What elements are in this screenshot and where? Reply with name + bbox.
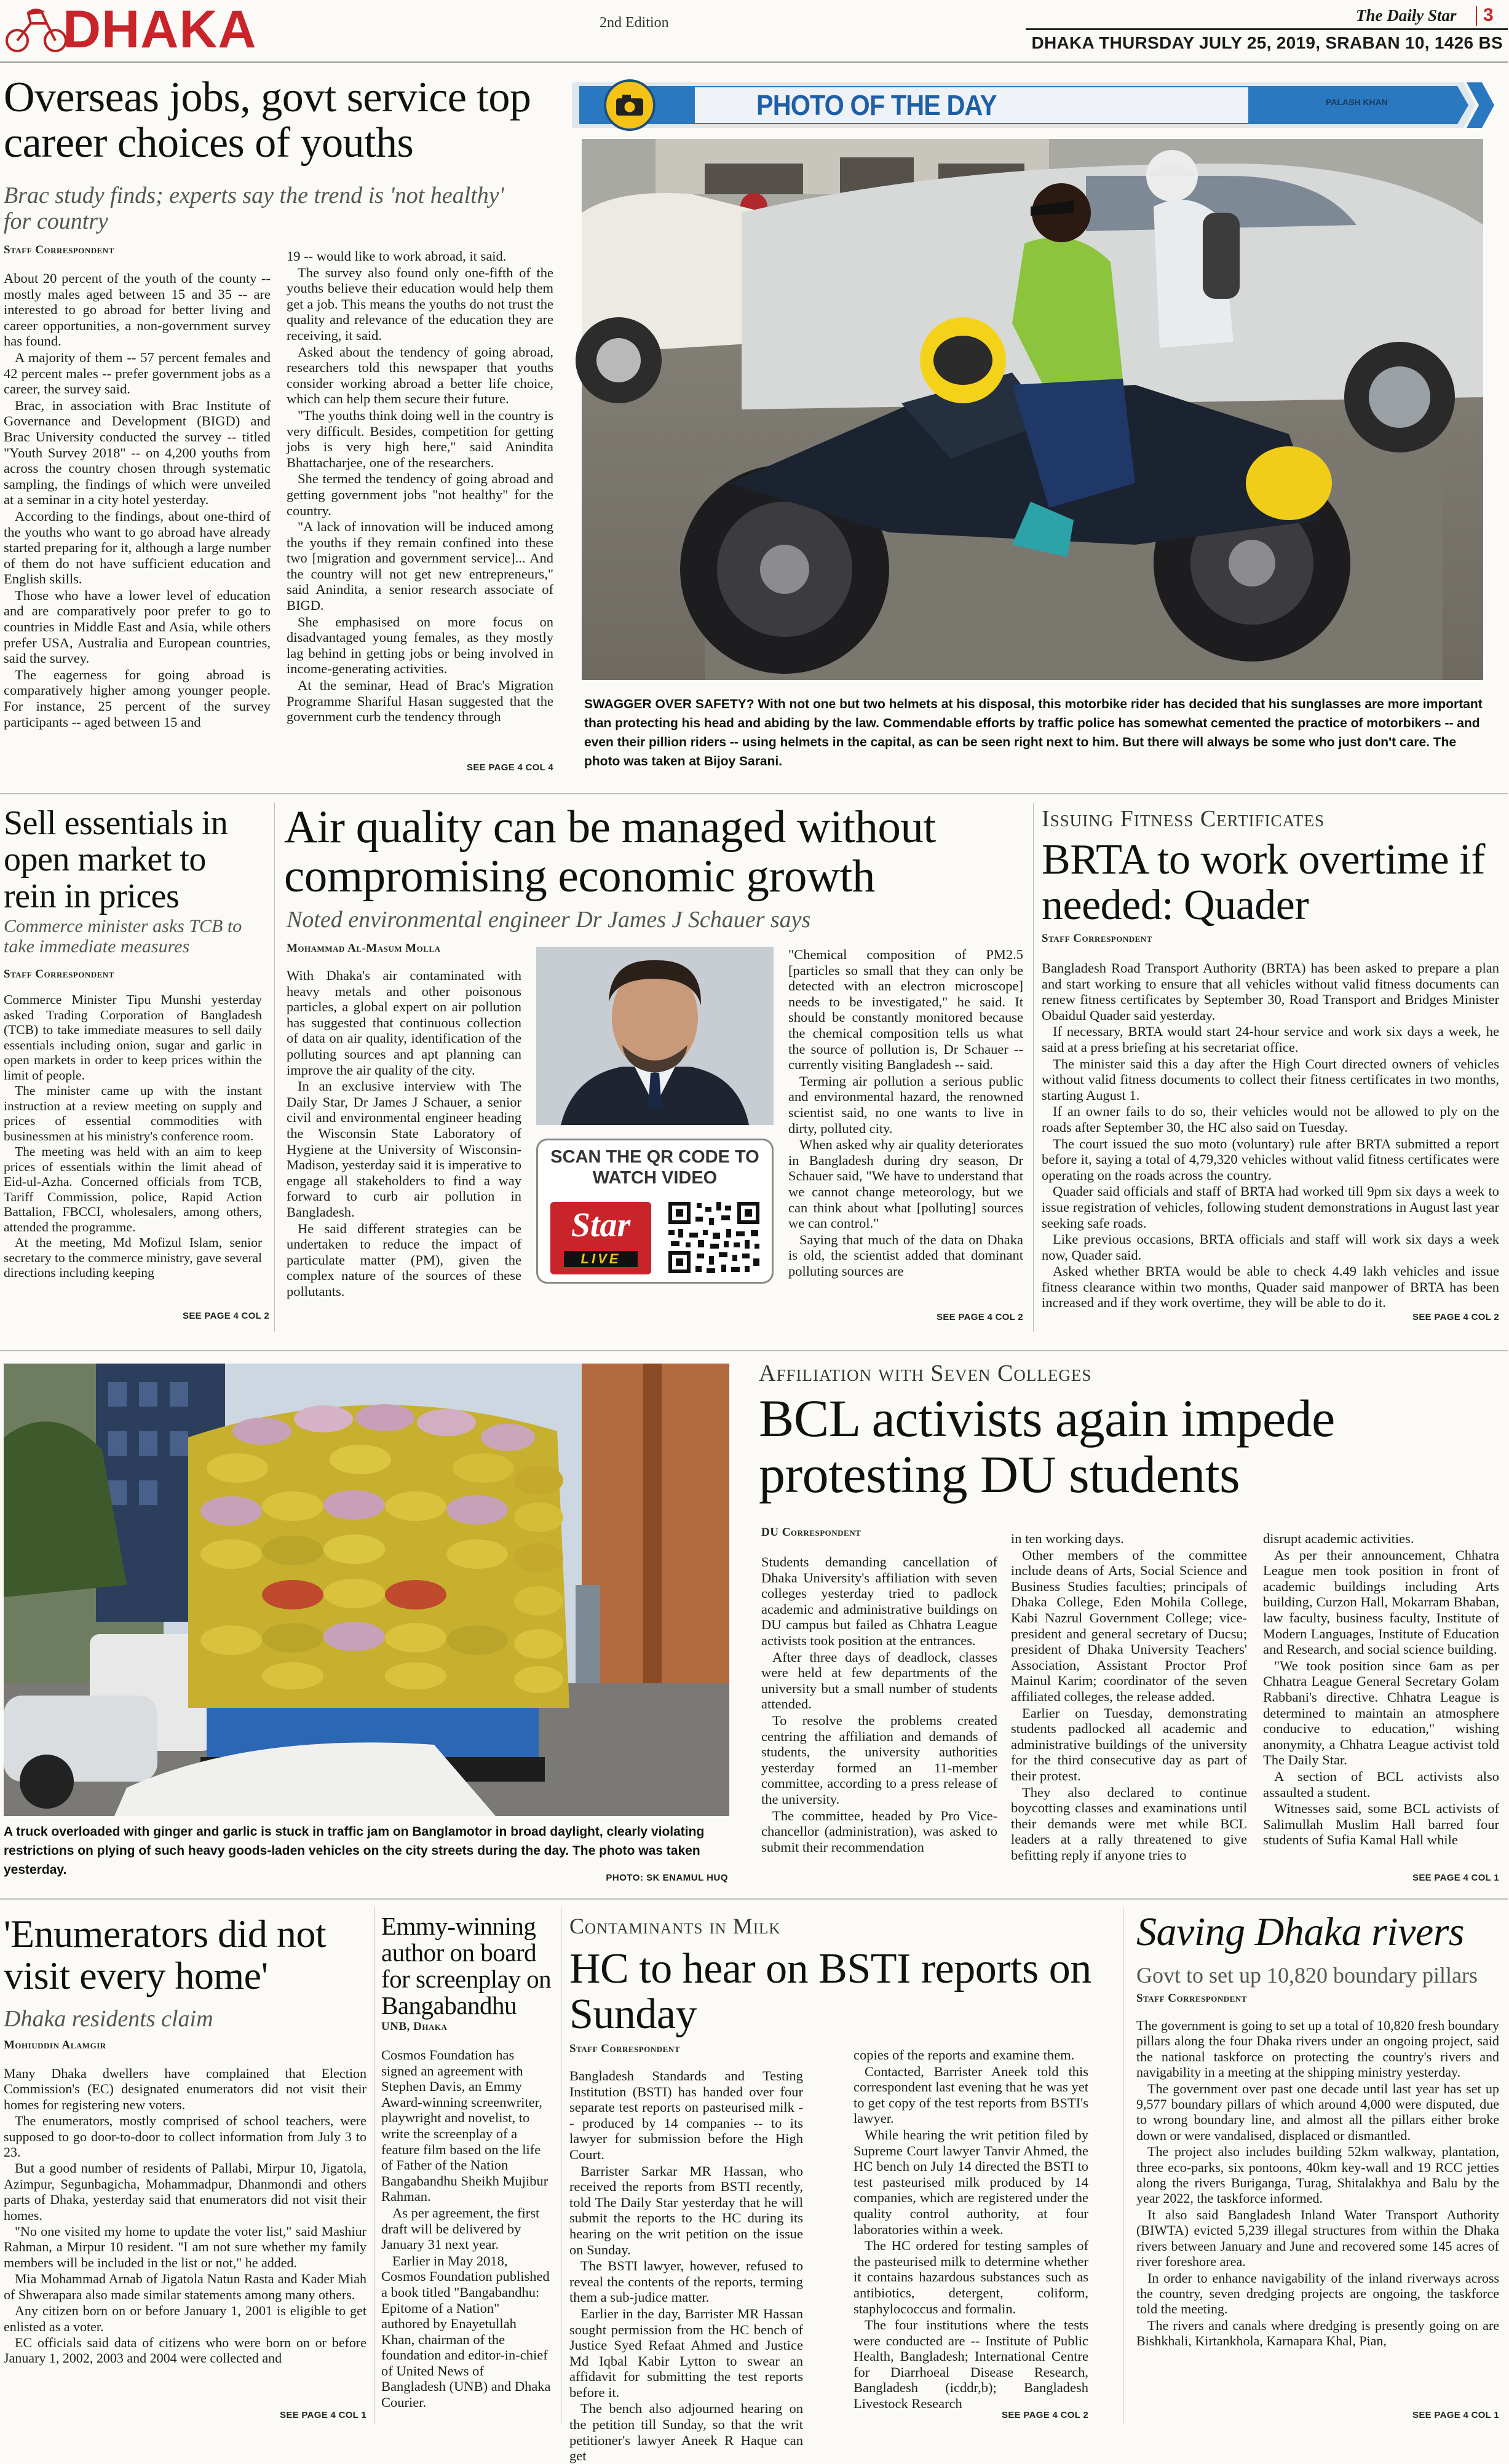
bcl-col3: disrupt academic activities. As per their announcement, Chhatra League men took position in front of academic buildings including Arts building, Curzon Hall, Mokarram Bhaban, law faculty, business faculty, Institute of Modern Languages, Institute of Education and Research, and social science building. "We took position since 6am as per Chhatra League General Secretary Golam Rabbani's directive. Chhatra League is determined to maintain an atmosphere conducive to education," wishing anonymity, a Chhatra League activist told The Daily Star. A section of BCL activists also assaulted a student. Witnesses said, some BCL activists of Salimullah Muslim Hall barred four students of Sufia Kamal Hall while: [1263, 1531, 1499, 1848]
bsti-col2: copies of the reports and examine them. Contacted, Barrister Aneek told this correspondent last evening that he was yet to get copy of the test reports from BSTI's lawyer. While hearing the writ petition filed by Supreme Court lawyer Tanvir Ahmed, the HC bench on July 14 directed the BSTI to test pasteurised milk produced by 14 companies, which are registered under the quality control authority, at four laboratories within a week. The HC ordered for testing samples of the pasteurised milk to determine whether it contains hazardous substances such as antibiotics, detergent, coliform, staphylococcus and formalin. The four institutions where the tests were conducted are -- Institute of Public Health, Bangladesh; International Centre for Diarrhoeal Disease Research, Bangladesh (icddr,b); Bangladesh Livestock Research: [854, 2047, 1088, 2412]
rivers-headline: Saving Dhaka rivers: [1136, 1909, 1465, 1954]
bcl-kicker: Affiliation with Seven Colleges: [759, 1360, 1092, 1386]
air-col2: "Chemical composition of PM2.5 [particles so small that they can only be detected with an electron microscope] needs to be investigated," he said. It should be constantly monitored because the chemical composition tells us what the source of pollution is, Dr Schauer -- currently visiting Bangladesh -- said. Terming air pollution a serious public and environmental hazard, the renowned scientist said, no one wants to live in dirty, polluted city. When asked why air quality deteriorates in Bangladesh during dry season, Dr Schauer said, "We have to understand that we cannot change meteorology, but we can think about what [polluting] sources we can control." Saying that much of the data on Dhaka is old, the scientist added that dominant polluting sources are: [788, 947, 1023, 1279]
emmy-body: Cosmos Foundation has signed an agreement with Stephen Davis, an Emmy Award-winning screenwriter, playwright and novelist, to write the screenplay of a feature film based on the life of Father of the Nation Bangabandhu Sheikh Mujibur Rahman. As per agreement, the first draft will be delivered by January 31 next year. Earlier in May 2018, Cosmos Foundation published a book titled "Bangabandhu: Epitome of a Nation" authored by Enayetullah Khan, chairman of the foundation and editor-in-chief of United News of Bangladesh (UNB) and Dhaka Courier.: [381, 2047, 551, 2411]
star-live-logo: [550, 1202, 651, 1274]
brta-byline: Staff Correspondent: [1042, 932, 1152, 945]
qr-promo-text: SCAN THE QR CODE TO WATCH VIDEO: [550, 1147, 759, 1188]
air-subhead: Noted environmental engineer Dr James J Schauer says: [287, 907, 811, 933]
essentials-headline: Sell essentials in open market to rein in prices: [4, 804, 228, 915]
bsti-byline: Staff Correspondent: [569, 2042, 680, 2055]
essentials-jump[interactable]: SEE PAGE 4 COL 2: [183, 1311, 269, 1321]
youths-subhead: Brac study finds; experts say the trend is 'not healthy' for country: [4, 183, 504, 234]
dateline: DHAKA THURSDAY JULY 25, 2019, SRABAN 10, 1426 BS: [1031, 33, 1503, 52]
truck-credit: PHOTO: SK ENAMUL HUQ: [606, 1873, 728, 1883]
bsti-jump[interactable]: SEE PAGE 4 COL 2: [1002, 2410, 1088, 2420]
page-number: 3: [1483, 5, 1494, 25]
bsti-headline: HC to hear on BSTI reports on Sunday: [569, 1945, 1091, 2039]
emmy-headline: Emmy-winning author on board for screenplay on Bangabandhu: [381, 1912, 552, 2020]
section-title: DHAKA: [63, 0, 257, 59]
qr-code-icon[interactable]: [665, 1199, 763, 1276]
live-logo-text: LIVE: [564, 1251, 638, 1267]
brta-headline: BRTA to work overtime if needed: Quader: [1042, 836, 1485, 930]
essentials-byline: Staff Correspondent: [4, 968, 114, 981]
edition-label: 2nd Edition: [600, 15, 669, 31]
bcl-jump[interactable]: SEE PAGE 4 COL 1: [1412, 1873, 1499, 1883]
bsti-col1: Bangladesh Standards and Testing Institution (BSTI) has handed over four separate test reports on pasteurised milk -- produced by 14 companies -- to its lawyer for submission before the High Court. Barrister Sarkar MR Hassan, who received the reports from BSTI recently, told The Daily Star yesterday that he will submit the reports to the HC during its hearing on the writ petition on the issue on Sunday. The BSTI lawyer, however, refused to reveal the contents of the reports, terming them a sub-judice matter. Earlier in the day, Barrister MR Hassan sought permission from the HC bench of Justice Syed Refaat Ahmed and Justice Md Iqbal Kabir Lytton to swear an affidavit for submitting the test reports before it. The bench also adjourned hearing on the petition till Sunday, so that the writ petitioner's lawyer Aneek R Haque can get: [569, 2068, 803, 2464]
masthead: [0, 0, 1508, 59]
photo-day-label: PHOTO OF THE DAY: [756, 89, 997, 121]
essentials-body: Commerce Minister Tipu Munshi yesterday asked Trading Corporation of Bangladesh (TCB) to take immediate measures to sell daily essentials including onion, sugar and garlic in open markets in order to keep prices within the limit of people. The minister came up with the instant instruction at a review meeting on supply and prices of essential commodities with businessmen at his ministry's conference room. The meeting was held with an aim to keep prices of essentials within the limit ahead of Eid-ul-Azha. Concerned officials from TCB, Tariff Commission, police, Rapid Action Battalion, FBCCI, wholesalers, among others, attended the programme. At the meeting, Md Mofizul Islam, senior secretary to the commerce ministry, gave several directions including keeping: [4, 992, 262, 1280]
bsti-kicker: Contaminants in Milk: [569, 1914, 781, 1938]
brta-kicker: Issuing Fitness Certificates: [1042, 806, 1325, 832]
emmy-byline: UNB, Dhaka: [381, 2020, 448, 2033]
enum-jump[interactable]: SEE PAGE 4 COL 1: [280, 2410, 366, 2420]
air-headline: Air quality can be managed without compromising economic growth: [284, 802, 936, 902]
enum-subhead: Dhaka residents claim: [4, 2006, 213, 2032]
star-logo-text: Star: [571, 1206, 631, 1244]
youths-col2: 19 -- would like to work abroad, it said. The survey also found only one-fifth of the youths believe their education would help them get a job. This means the youths do not trust the quality and relevance of the education they are receiving, it said. Asked about the tendency of going abroad, researchers told this newspaper that youths consider working abroad a better life choice, which can help them secure their future. "The youths think doing well in the country is very difficult. Besides, competition for getting jobs is very high here," said Anindita Bhattacharjee, one of the researchers. She termed the tendency of going abroad and getting government jobs "not healthy" for the country. "A lack of innovation will be induced among the youths if they remain confined into these two [migration and government service]... And the country will not get new entrepreneurs," said Anindita, a senior research associate of BIGD. She emphasised on more focus on disadvantaged young females, as they mostly lag behind in getting jobs or being involved in income-generating activities. At the seminar, Head of Brac's Migration Programme Shariful Hasan suggested that the government curb the tendency through: [287, 248, 553, 725]
qr-promo[interactable]: [536, 1139, 774, 1284]
bcl-col1: Students demanding cancellation of Dhaka University's affiliation with seven colleges yesterday tried to padlock academic and administrative buildings on DU campus but failed as Chhatra League activists took position at the entrances. After three days of deadlock, classes were held at few departments of the university but a small number of students attended. To resolve the problems created centring the affiliation and demands of students, the university authorities yesterday formed an 11-member committee, according to a press release of the university. The committee, headed by Pro Vice-chancellor (administration), was asked to submit their recommendation: [761, 1554, 997, 1855]
youths-byline: Staff Correspondent: [4, 243, 114, 256]
brta-body: Bangladesh Road Transport Authority (BRTA) has been asked to prepare a plan and start working to ensure that all vehicles without valid fitness documents can renew fitness certificates by September 30, Road Transport and Bridges Minister Obaidul Quader said yesterday. If necessary, BRTA would start 24-hour service and work six days a week, he said at a press briefing at his secretariat office. The minister said this a day after the High Court directed owners of vehicles without valid fitness documents to collect their fitness certificates in two months, starting August 1. If an owner fails to do so, their vehicles would not be allowed to ply on the roads after September 30, the HC also said on Tuesday. The court issued the suo moto (voluntary) rule after BRTA submitted a report before it, saying a total of 4,79,320 vehicles without valid fitness certificates were operating on the roads across the country. Quader said officials and staff of BRTA had worked till 9pm six days a week to issue registration of vehicles, following student demonstrations in August last year seeking safe roads. Like previous occasions, BRTA officials and staff will work six days a week now, Quader said. Asked whether BRTA would be able to check 4.49 lakh vehicles and issue fitness clearance within two months, Quader said manpower of BRTA has been increased and if they work overtime, they will be able to do it.: [1042, 960, 1499, 1311]
schauer-portrait: [536, 947, 774, 1125]
rickshaw-logo-icon: [4, 5, 69, 54]
enum-body: Many Dhaka dwellers have complained that Election Commission's (EC) designated enumerators did not visit their homes for registering new voters. The enumerators, mostly comprised of school teachers, were supposed to go door-to-door to collect information from July 3 to 23. But a good number of residents of Pallabi, Mirpur 10, Jigatola, Azimpur, Segunbagicha, Mohammadpur, Dhanmondi and others parts of Dhaka, yesterday said that enumerators did not visit their homes. "No one visited my home to update the voter list," said Mashiur Rahman, a Mirpur 10 resident. "I am not sure whether my family members will be included in the list or not," he added. Mia Mohammad Arnab of Jigatola Natun Rasta and Kader Miah of Shwerapara also made similar statements among many others. Any citizen born on or before January 1, 2001 is eligible to get enlisted as a voter. EC officials said data of citizens who were born on or before January 1, 2002, 2003 and 2004 were collected and: [4, 2066, 366, 2366]
brta-jump[interactable]: SEE PAGE 4 COL 2: [1412, 1312, 1499, 1322]
photo-day-caption: SWAGGER OVER SAFETY? With not one but two helmets at his disposal, this motorbike rider has decided that his sunglasses are more important than protecting his head and abiding by the law. Commendable efforts by traffic police has somewhat cemented the practice of motorbikers -- and even their pillion riders -- using helmets in the capital, as can be seen right next to him. But there will always be some who just don't care. The photo was taken at Bijoy Sarani.: [584, 697, 1483, 768]
rivers-subhead: Govt to set up 10,820 boundary pillars: [1136, 1963, 1478, 1988]
truck-photo: [4, 1364, 729, 1816]
camera-icon: [604, 76, 655, 134]
photo-day-image: [582, 139, 1483, 680]
paper-name: The Daily Star: [1356, 6, 1457, 25]
enum-byline: Mohiuddin Alamgir: [4, 2039, 106, 2051]
rivers-body: The government is going to set up a total of 10,820 fresh boundary pillars along the four Dhaka rivers under an ongoing project, said the national taskforce on protecting the country's rivers and navigability in a meeting at the shipping ministry yesterday. The government over past one decade until last year has set up 9,577 boundary pillars of which around 4,000 were disputed, due to wrong boundary line, and almost all the pillars either broke down or were vandalised, displaced or dismantled. The project also includes building 52km walkway, plantation, three eco-parks, six pontoons, 40km key-wall and 19 RCC jetties along the rivers Buriganga, Turag, Shitalakhya and Balu by the year 2022, the taskforce informed. It also said Bangladesh Inland Water Transport Authority (BIWTA) evicted 5,239 illegal structures from within the Dhaka rivers between January and June and recovered some 145 acres of river foreshore area. In order to enhance navigability of the inland riverways across the country, seven dredging projects are ongoing, the taskforce told the meeting. The rivers and canals where dredging is presently going on are Bishkhali, Kirtankhola, Karnapara Khal, Pian,: [1136, 2018, 1499, 2349]
air-byline: Mohammad Al-Masum Molla: [287, 942, 441, 955]
truck-caption: A truck overloaded with ginger and garlic is stuck in traffic jam on Banglamotor in broad daylight, clearly violating restrictions on plying of such heavy goods-laden vehicles on the city streets during the day. The photo was taken yesterday.: [4, 1825, 705, 1877]
enum-headline: 'Enumerators did not visit every home': [4, 1912, 327, 1997]
youths-headline: Overseas jobs, govt service top career choices of youths: [4, 74, 531, 167]
youths-jump[interactable]: SEE PAGE 4 COL 4: [467, 762, 553, 773]
bcl-headline: BCL activists again impede protesting DU students: [759, 1389, 1335, 1504]
rivers-jump[interactable]: SEE PAGE 4 COL 1: [1412, 2410, 1499, 2420]
bcl-byline: DU Correspondent: [761, 1526, 861, 1539]
photo-day-credit: PALASH KHAN: [1326, 97, 1388, 107]
photo-day-banner: [572, 79, 1495, 132]
air-col1: With Dhaka's air contaminated with heavy metals and other poisonous particles, a global expert on air pollution has suggested that continuous collection of data on air quality, identification of the polluting sources and apt planning can improve the air quality of the city. In an exclusive interview with The Daily Star, Dr James J Schauer, a senior civil and environmental engineer heading the Wisconsin State Laboratory of Hygiene at the University of Wisconsin-Madison, yesterday said it is imperative to engage all stakeholders to find a way forward to curb air pollution in Bangladesh. He said different strategies can be undertaken to reduce the impact of particulate matter (PM), given the complex nature of the sources of these pollutants.: [287, 968, 521, 1299]
rivers-byline: Staff Correspondent: [1136, 1992, 1247, 2005]
essentials-subhead: Commerce minister asks TCB to take immediate measures: [4, 916, 242, 957]
youths-col1: About 20 percent of the youth of the county -- mostly males aged between 15 and 35 -- are interested to go abroad for better living and career opportunities, a non-government survey has found. A majority of them -- 57 percent females and 42 percent males -- prefer government jobs as a career, the survey said. Brac, in association with Brac Institute of Governance and Development (BIGD) and Brac University conducted the survey -- titled "Youth Survey 2018" -- on 4,200 youths from across the country chosen through systematic sampling, the findings of which were unveiled at a seminar in a city hotel yesterday. According to the findings, about one-third of the youths who want to go abroad have already started preparing for it, although a large number of them do not have sufficient education and English skills. Those who have a lower level of education and are comparatively poor prefer to go to countries in Middle East and Asia, while others prefer USA, Australia and European countries, said the survey. The eagerness for going abroad is comparatively higher among younger people. For instance, 25 percent of the survey participants -- aged between 15 and: [4, 270, 271, 730]
air-jump[interactable]: SEE PAGE 4 COL 2: [937, 1312, 1023, 1322]
bcl-col2: in ten working days. Other members of the committee include deans of Arts, Social Science and Business Studies faculties; principals of Dhaka College, Eden Mohila College, Kabi Nazrul Government College; vice-president and general secretary of Ducsu; president of Dhaka University Teachers' Association, Assistant Proctor Prof Mainul Karim; coordinator of the seven affiliated colleges, the release added. Earlier on Tuesday, demonstrating students padlocked all academic and administrative buildings of the university for the third consecutive day as part of their protest. They also declared to continue boycotting classes and examinations until their demands were met while BCL leaders at a rally threatened to give befitting reply if anyone tries to: [1011, 1531, 1247, 1863]
